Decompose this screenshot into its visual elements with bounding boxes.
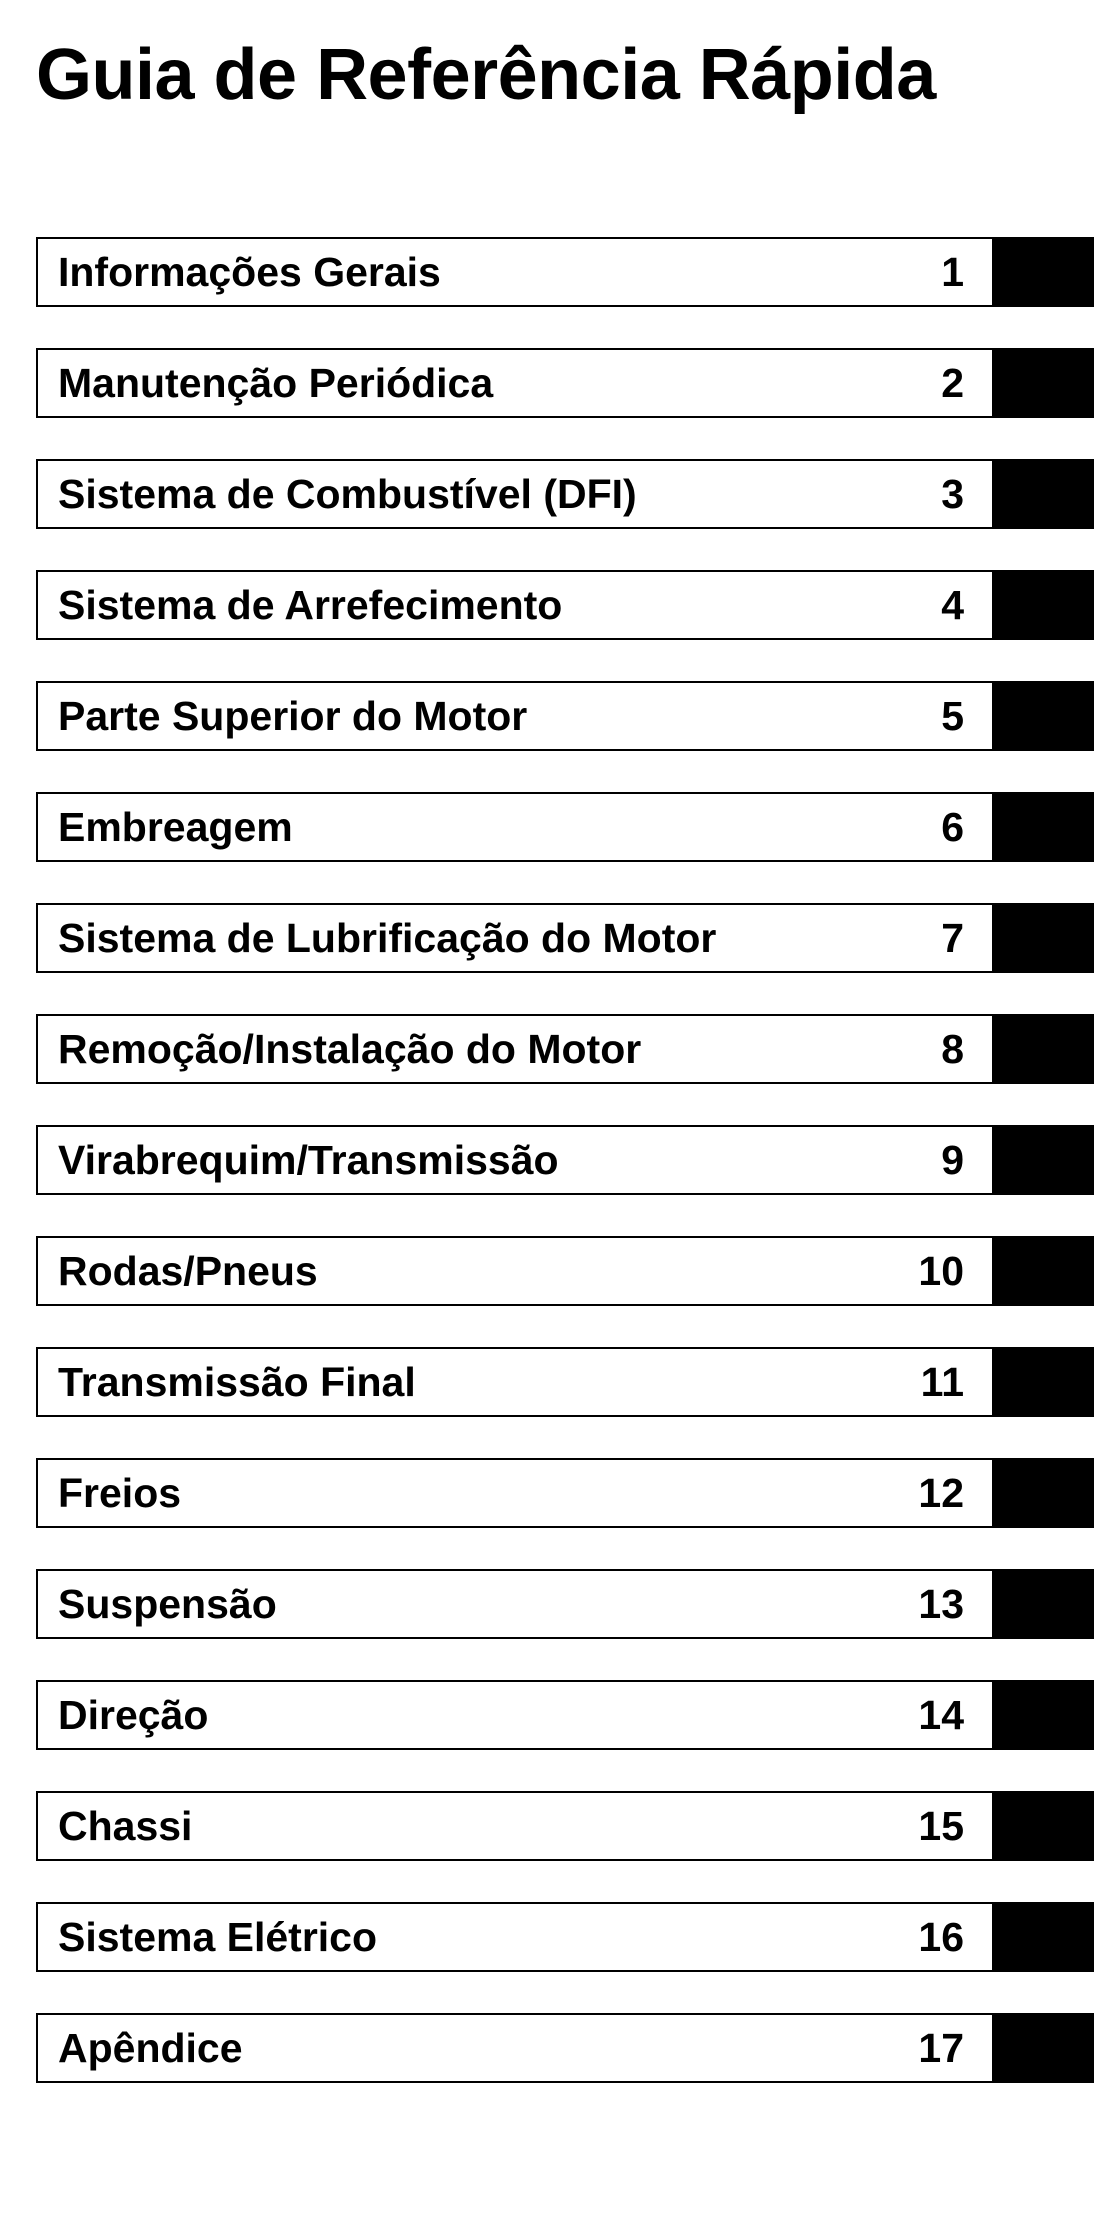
toc-entry-number: 2: [941, 360, 964, 406]
toc-entry-number: 13: [918, 1581, 964, 1627]
toc-entry-label: Sistema Elétrico: [58, 1914, 378, 1960]
toc-entry-label: Freios: [58, 1470, 182, 1516]
toc-entry-number: 12: [918, 1470, 964, 1516]
toc-entry-number: 9: [941, 1137, 964, 1183]
toc-entry-box: [36, 1902, 994, 1972]
section-tab-marker: [994, 1236, 1094, 1306]
toc-entry-sistema-de-arrefecimento[interactable]: [36, 570, 1094, 640]
section-tab-marker: [994, 1902, 1094, 1972]
toc-entry-number: 16: [918, 1914, 964, 1960]
toc-entry-box: [36, 903, 994, 973]
toc-entry-box: [36, 570, 994, 640]
toc-entry-sistema-eletrico[interactable]: [36, 1902, 1094, 1972]
toc-list: [36, 237, 1094, 2124]
toc-entry-label: Sistema de Arrefecimento: [58, 582, 563, 628]
section-tab-marker: [994, 348, 1094, 418]
toc-entry-number: 4: [941, 582, 964, 628]
toc-entry-label: Embreagem: [58, 804, 293, 850]
toc-entry-box: [36, 1680, 994, 1750]
section-tab-marker: [994, 681, 1094, 751]
section-tab-marker: [994, 792, 1094, 862]
toc-entry-box: [36, 792, 994, 862]
toc-entry-rodas-pneus[interactable]: [36, 1236, 1094, 1306]
toc-entry-box: [36, 1125, 994, 1195]
toc-entry-virabrequim-transmissao[interactable]: [36, 1125, 1094, 1195]
toc-entry-number: 10: [918, 1248, 964, 1294]
toc-entry-box: [36, 1791, 994, 1861]
toc-entry-informacoes-gerais[interactable]: [36, 237, 1094, 307]
toc-entry-label: Apêndice: [58, 2025, 243, 2071]
toc-entry-box: [36, 1347, 994, 1417]
toc-entry-label: Sistema de Combustível (DFI): [58, 471, 637, 517]
section-tab-marker: [994, 1347, 1094, 1417]
toc-entry-sistema-de-combustivel[interactable]: [36, 459, 1094, 529]
toc-entry-chassi[interactable]: [36, 1791, 1094, 1861]
section-tab-marker: [994, 1791, 1094, 1861]
section-tab-marker: [994, 1569, 1094, 1639]
toc-entry-number: 17: [918, 2025, 964, 2071]
toc-entry-label: Parte Superior do Motor: [58, 693, 528, 739]
toc-entry-box: [36, 681, 994, 751]
toc-entry-label: Suspensão: [58, 1581, 277, 1627]
toc-entry-freios[interactable]: [36, 1458, 1094, 1528]
toc-entry-box: [36, 237, 994, 307]
toc-entry-number: 5: [941, 693, 964, 739]
toc-entry-box: [36, 1014, 994, 1084]
toc-entry-number: 3: [941, 471, 964, 517]
toc-entry-box: [36, 1458, 994, 1528]
section-tab-marker: [994, 237, 1094, 307]
section-tab-marker: [994, 2013, 1094, 2083]
toc-entry-embreagem[interactable]: [36, 792, 1094, 862]
section-tab-marker: [994, 1014, 1094, 1084]
toc-entry-remocao-instalacao-do-motor[interactable]: [36, 1014, 1094, 1084]
toc-entry-number: 14: [918, 1692, 964, 1738]
toc-entry-sistema-de-lubrificacao[interactable]: [36, 903, 1094, 973]
toc-entry-number: 6: [941, 804, 964, 850]
section-tab-marker: [994, 1458, 1094, 1528]
toc-entry-number: 1: [941, 249, 964, 295]
toc-entry-transmissao-final[interactable]: [36, 1347, 1094, 1417]
toc-entry-direcao[interactable]: [36, 1680, 1094, 1750]
section-tab-marker: [994, 459, 1094, 529]
toc-entry-label: Remoção/Instalação do Motor: [58, 1026, 642, 1072]
page-title: Guia de Referência Rápida: [36, 35, 936, 115]
toc-entry-box: [36, 459, 994, 529]
toc-entry-box: [36, 348, 994, 418]
toc-entry-label: Chassi: [58, 1803, 193, 1849]
toc-entry-label: Virabrequim/Transmissão: [58, 1137, 559, 1183]
toc-entry-box: [36, 1236, 994, 1306]
section-tab-marker: [994, 903, 1094, 973]
toc-entry-label: Rodas/Pneus: [58, 1248, 318, 1294]
toc-entry-label: Informações Gerais: [58, 249, 441, 295]
toc-entry-label: Direção: [58, 1692, 209, 1738]
section-tab-marker: [994, 570, 1094, 640]
toc-entry-parte-superior-do-motor[interactable]: [36, 681, 1094, 751]
toc-entry-manutencao-periodica[interactable]: [36, 348, 1094, 418]
toc-entry-number: 8: [941, 1026, 964, 1072]
toc-entry-box: [36, 1569, 994, 1639]
toc-entry-label: Transmissão Final: [58, 1359, 416, 1405]
toc-entry-number: 15: [918, 1803, 964, 1849]
section-tab-marker: [994, 1125, 1094, 1195]
toc-entry-label: Sistema de Lubrificação do Motor: [58, 915, 717, 961]
section-tab-marker: [994, 1680, 1094, 1750]
toc-entry-box: [36, 2013, 994, 2083]
toc-entry-label: Manutenção Periódica: [58, 360, 494, 406]
toc-entry-apendice[interactable]: [36, 2013, 1094, 2083]
toc-entry-suspensao[interactable]: [36, 1569, 1094, 1639]
toc-entry-number: 11: [920, 1359, 964, 1405]
toc-entry-number: 7: [941, 915, 964, 961]
